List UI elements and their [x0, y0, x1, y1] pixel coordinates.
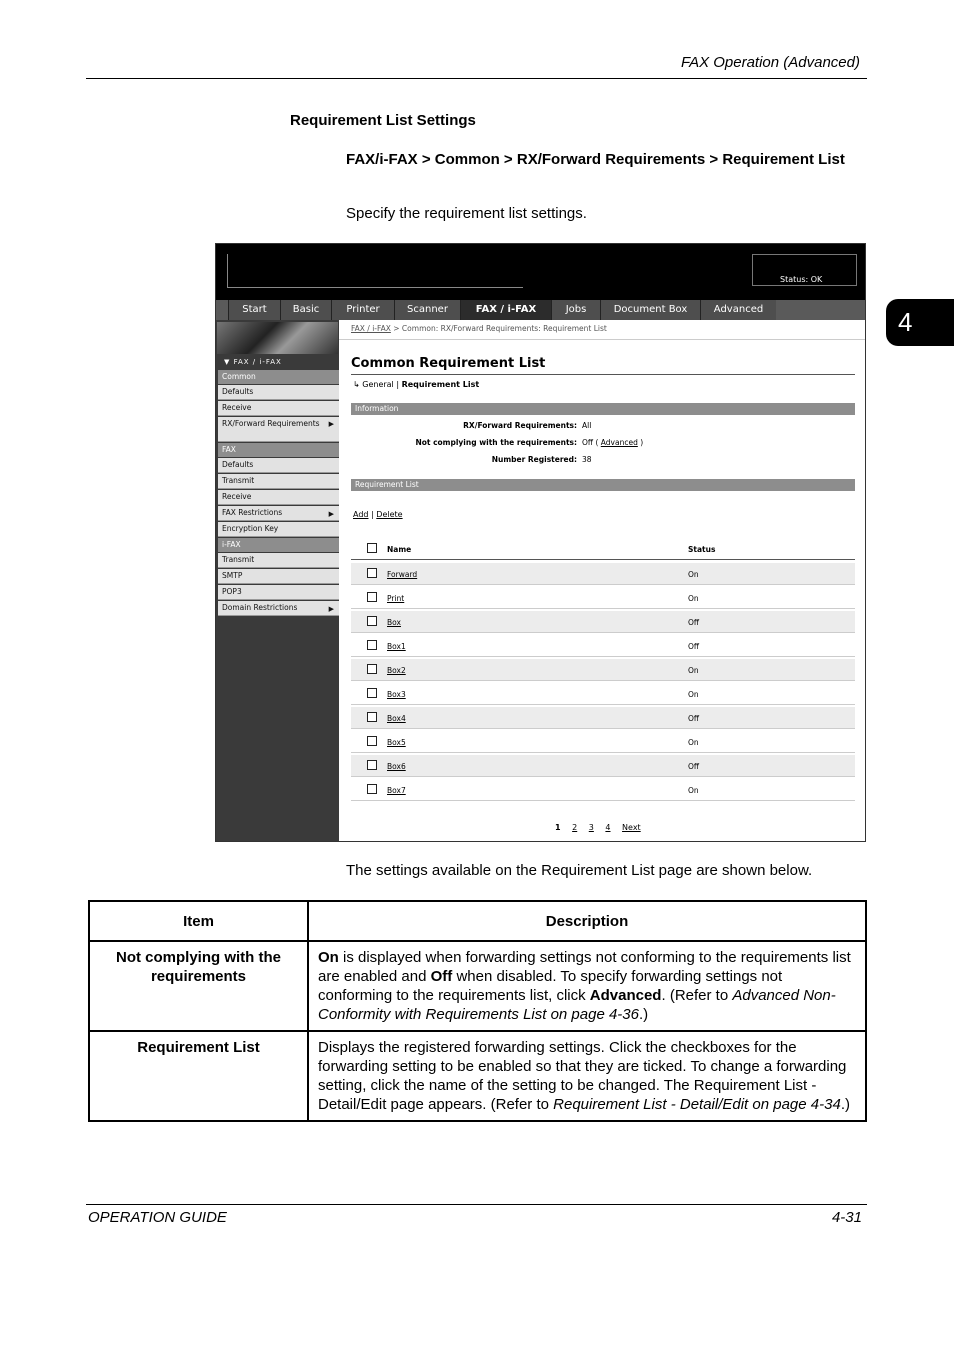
row-status: On: [688, 594, 699, 603]
row-status: On: [688, 570, 699, 579]
row-checkbox[interactable]: [367, 616, 377, 626]
row-status: On: [688, 690, 699, 699]
not-complying-value: Off ( Advanced ): [582, 438, 644, 447]
number-registered-label: Number Registered:: [491, 455, 577, 464]
sidebar-item-fax-defaults[interactable]: [218, 458, 339, 473]
delete-link[interactable]: Delete: [376, 510, 403, 519]
chevron-right-icon: ▶: [328, 605, 334, 613]
return-arrow-icon: ↳: [353, 380, 360, 389]
text-run: . (Refer to: [661, 987, 733, 1004]
list-actions: Add | Delete: [353, 510, 403, 519]
page-link-2[interactable]: 2: [572, 823, 578, 832]
sidebar-item-common-defaults[interactable]: [218, 385, 339, 400]
not-complying-label: Not complying with the requirements:: [415, 438, 577, 447]
status-indicator: Status: OK: [752, 254, 857, 286]
row-checkbox[interactable]: [367, 712, 377, 722]
breadcrumb-link[interactable]: FAX / i-FAX: [351, 324, 391, 333]
sidebar-item-fax-receive[interactable]: [218, 490, 339, 505]
footer-guide-title: OPERATION GUIDE: [88, 1209, 227, 1226]
sidebar-item-label: RX/Forward Requirements: [222, 419, 320, 428]
ui-screenshot: [215, 243, 866, 842]
row-checkbox[interactable]: [367, 736, 377, 746]
settings-intro-text: The settings available on the Requirement List page are shown below.: [346, 862, 813, 879]
sidebar-section-ifax[interactable]: i-FAX: [218, 538, 339, 552]
page-link-3[interactable]: 3: [588, 823, 594, 832]
sidebar-item-label: Domain Restrictions: [222, 603, 298, 612]
advanced-link[interactable]: Advanced: [600, 438, 638, 447]
item-cell: Requirement List: [89, 1031, 308, 1121]
row-name-link[interactable]: Box1: [387, 642, 406, 651]
sidebar-item-label: Defaults: [222, 460, 254, 469]
text-run: .): [639, 1006, 649, 1023]
sidebar-item-smtp[interactable]: [218, 569, 339, 584]
table-row: [351, 683, 855, 705]
main-content: [339, 320, 866, 842]
cross-reference: Advanced Non-Conformity with Requirements List on page 4-36: [318, 987, 836, 1023]
row-status: Off: [688, 762, 700, 771]
column-header-name: Name: [387, 545, 412, 554]
subnav-general-link[interactable]: General: [362, 380, 394, 389]
row-checkbox[interactable]: [367, 664, 377, 674]
divider: [351, 374, 855, 375]
row-name-link[interactable]: Box5: [387, 738, 406, 747]
table-row: [351, 563, 855, 585]
row-name-link[interactable]: Box6: [387, 762, 406, 771]
row-checkbox[interactable]: [367, 688, 377, 698]
page-current: 1: [555, 823, 561, 832]
sidebar-item-domain-restrictions[interactable]: [218, 601, 339, 616]
tab-jobs[interactable]: Jobs: [551, 300, 600, 320]
table-row: [351, 707, 855, 729]
breadcrumb: [351, 324, 607, 333]
sidebar-item-fax-transmit[interactable]: [218, 474, 339, 489]
row-status: Off: [688, 714, 700, 723]
sidebar-heading[interactable]: ▼ FAX / i-FAX: [219, 356, 338, 368]
table-row: [351, 611, 855, 633]
rx-forward-value: All: [582, 421, 592, 430]
next-page-link[interactable]: Next: [622, 823, 641, 832]
pagination: [555, 823, 650, 832]
row-status: Off: [688, 642, 700, 651]
sub-navigation: ↳ General | Requirement List: [353, 380, 480, 389]
tab-printer[interactable]: Printer: [331, 300, 394, 320]
row-name-link[interactable]: Box2: [387, 666, 406, 675]
information-bar: Information: [351, 403, 855, 415]
row-checkbox[interactable]: [367, 592, 377, 602]
row-name-link[interactable]: Box3: [387, 690, 406, 699]
row-name-link[interactable]: Box: [387, 618, 401, 627]
item-cell: Not complying with the requirements: [89, 941, 308, 1031]
term-off: Off: [430, 968, 453, 985]
table-row: [351, 587, 855, 609]
sidebar-item-ifax-transmit[interactable]: [218, 553, 339, 568]
chapter-tab: 4: [886, 299, 954, 346]
description-cell: [308, 941, 866, 1031]
row-status: On: [688, 738, 699, 747]
tab-start[interactable]: Start: [228, 300, 280, 320]
table-row: [89, 941, 866, 1031]
page-number: 4-31: [831, 1209, 862, 1226]
sidebar-item-label: Encryption Key: [222, 524, 279, 533]
row-checkbox[interactable]: [367, 784, 377, 794]
chevron-right-icon: ▶: [328, 420, 334, 428]
table-row: [351, 779, 855, 801]
sidebar-item-label: FAX Restrictions: [222, 508, 283, 517]
sidebar-item-label: Receive: [222, 403, 252, 412]
app-header: [216, 244, 866, 300]
row-status: Off: [688, 618, 700, 627]
text-run: when disabled. To specify forwarding settings not conforming to the requirements list, click: [318, 968, 783, 1004]
footer-rule: [86, 1204, 867, 1205]
breadcrumb-rest: > Common: RX/Forward Requirements: Requirement List: [393, 324, 607, 333]
sidebar-item-label: Transmit: [222, 555, 255, 564]
logo-area: [227, 254, 523, 288]
sidebar-section-fax[interactable]: FAX: [218, 443, 339, 457]
row-checkbox[interactable]: [367, 568, 377, 578]
sidebar-section-common[interactable]: Common: [218, 370, 339, 384]
divider: [339, 339, 866, 340]
section-title: Requirement List Settings: [290, 112, 476, 129]
tab-fax-ifax[interactable]: FAX / i-FAX: [460, 300, 551, 320]
table-row: [351, 731, 855, 753]
sidebar-item-rx-forward[interactable]: [218, 417, 339, 442]
sidebar-item-label: POP3: [222, 587, 242, 596]
intro-text: Specify the requirement list settings.: [346, 205, 587, 222]
sidebar-image: [217, 322, 338, 354]
table-header: [351, 538, 855, 560]
header-rule: [86, 78, 867, 79]
row-status: On: [688, 786, 699, 795]
text-run: is displayed when forwarding settings not conforming to the requirements list are enabled and: [318, 949, 851, 985]
table-row: [351, 635, 855, 657]
text-run: Displays the registered forwarding settings. Click the checkboxes for the forwarding setting to be enabled so that they are ticked. To change a forwarding setting, click the name of the setting to be changed. The Requirement List - Detail/Edit page appears. (Refer to: [318, 1039, 847, 1113]
table-row: [351, 755, 855, 777]
cross-reference: Requirement List - Detail/Edit on page 4-34: [553, 1096, 841, 1113]
settings-table: [88, 900, 867, 1122]
navigation-path: FAX/i-FAX > Common > RX/Forward Requirements > Requirement List: [346, 151, 845, 168]
page-link-4[interactable]: 4: [605, 823, 611, 832]
row-name-link[interactable]: Box7: [387, 786, 406, 795]
row-name-link[interactable]: Print: [387, 594, 405, 603]
sidebar-item-common-receive[interactable]: [218, 401, 339, 416]
subnav-current: Requirement List: [401, 380, 480, 389]
column-header-item: Item: [89, 901, 308, 941]
column-header-description: Description: [308, 901, 866, 941]
row-checkbox[interactable]: [367, 760, 377, 770]
table-row: [89, 1031, 866, 1121]
rx-forward-label: RX/Forward Requirements:: [463, 421, 577, 430]
select-all-checkbox[interactable]: [367, 543, 377, 553]
chevron-right-icon: ▶: [328, 510, 334, 518]
sidebar-item-label: Receive: [222, 492, 252, 501]
table-header-row: [89, 901, 866, 941]
tab-document-box[interactable]: Document Box: [600, 300, 700, 320]
sidebar-item-label: Defaults: [222, 387, 254, 396]
row-status: On: [688, 666, 699, 675]
term-on: On: [318, 949, 339, 966]
row-checkbox[interactable]: [367, 640, 377, 650]
sidebar-item-label: SMTP: [222, 571, 243, 580]
term-advanced: Advanced: [589, 987, 662, 1004]
row-name-link[interactable]: Box4: [387, 714, 406, 723]
table-row: [351, 659, 855, 681]
sidebar-item-encryption-key[interactable]: [218, 522, 339, 537]
sidebar-item-label: Transmit: [222, 476, 255, 485]
column-header-status: Status: [688, 545, 716, 554]
tab-basic[interactable]: Basic: [280, 300, 331, 320]
sidebar-item-fax-restrictions[interactable]: [218, 506, 339, 521]
description-cell: [308, 1031, 866, 1121]
number-registered-value: 38: [582, 455, 592, 464]
row-name-link[interactable]: Forward: [387, 570, 418, 579]
tab-scanner[interactable]: Scanner: [394, 300, 460, 320]
running-header: FAX Operation (Advanced): [681, 54, 860, 71]
not-complying-status: Off: [582, 438, 594, 447]
tab-advanced[interactable]: Advanced: [700, 300, 776, 320]
sidebar-item-pop3[interactable]: [218, 585, 339, 600]
requirement-list-bar: Requirement List: [351, 479, 855, 491]
text-run: .): [840, 1096, 850, 1113]
add-link[interactable]: Add: [353, 510, 369, 519]
page-title: Common Requirement List: [351, 356, 546, 371]
